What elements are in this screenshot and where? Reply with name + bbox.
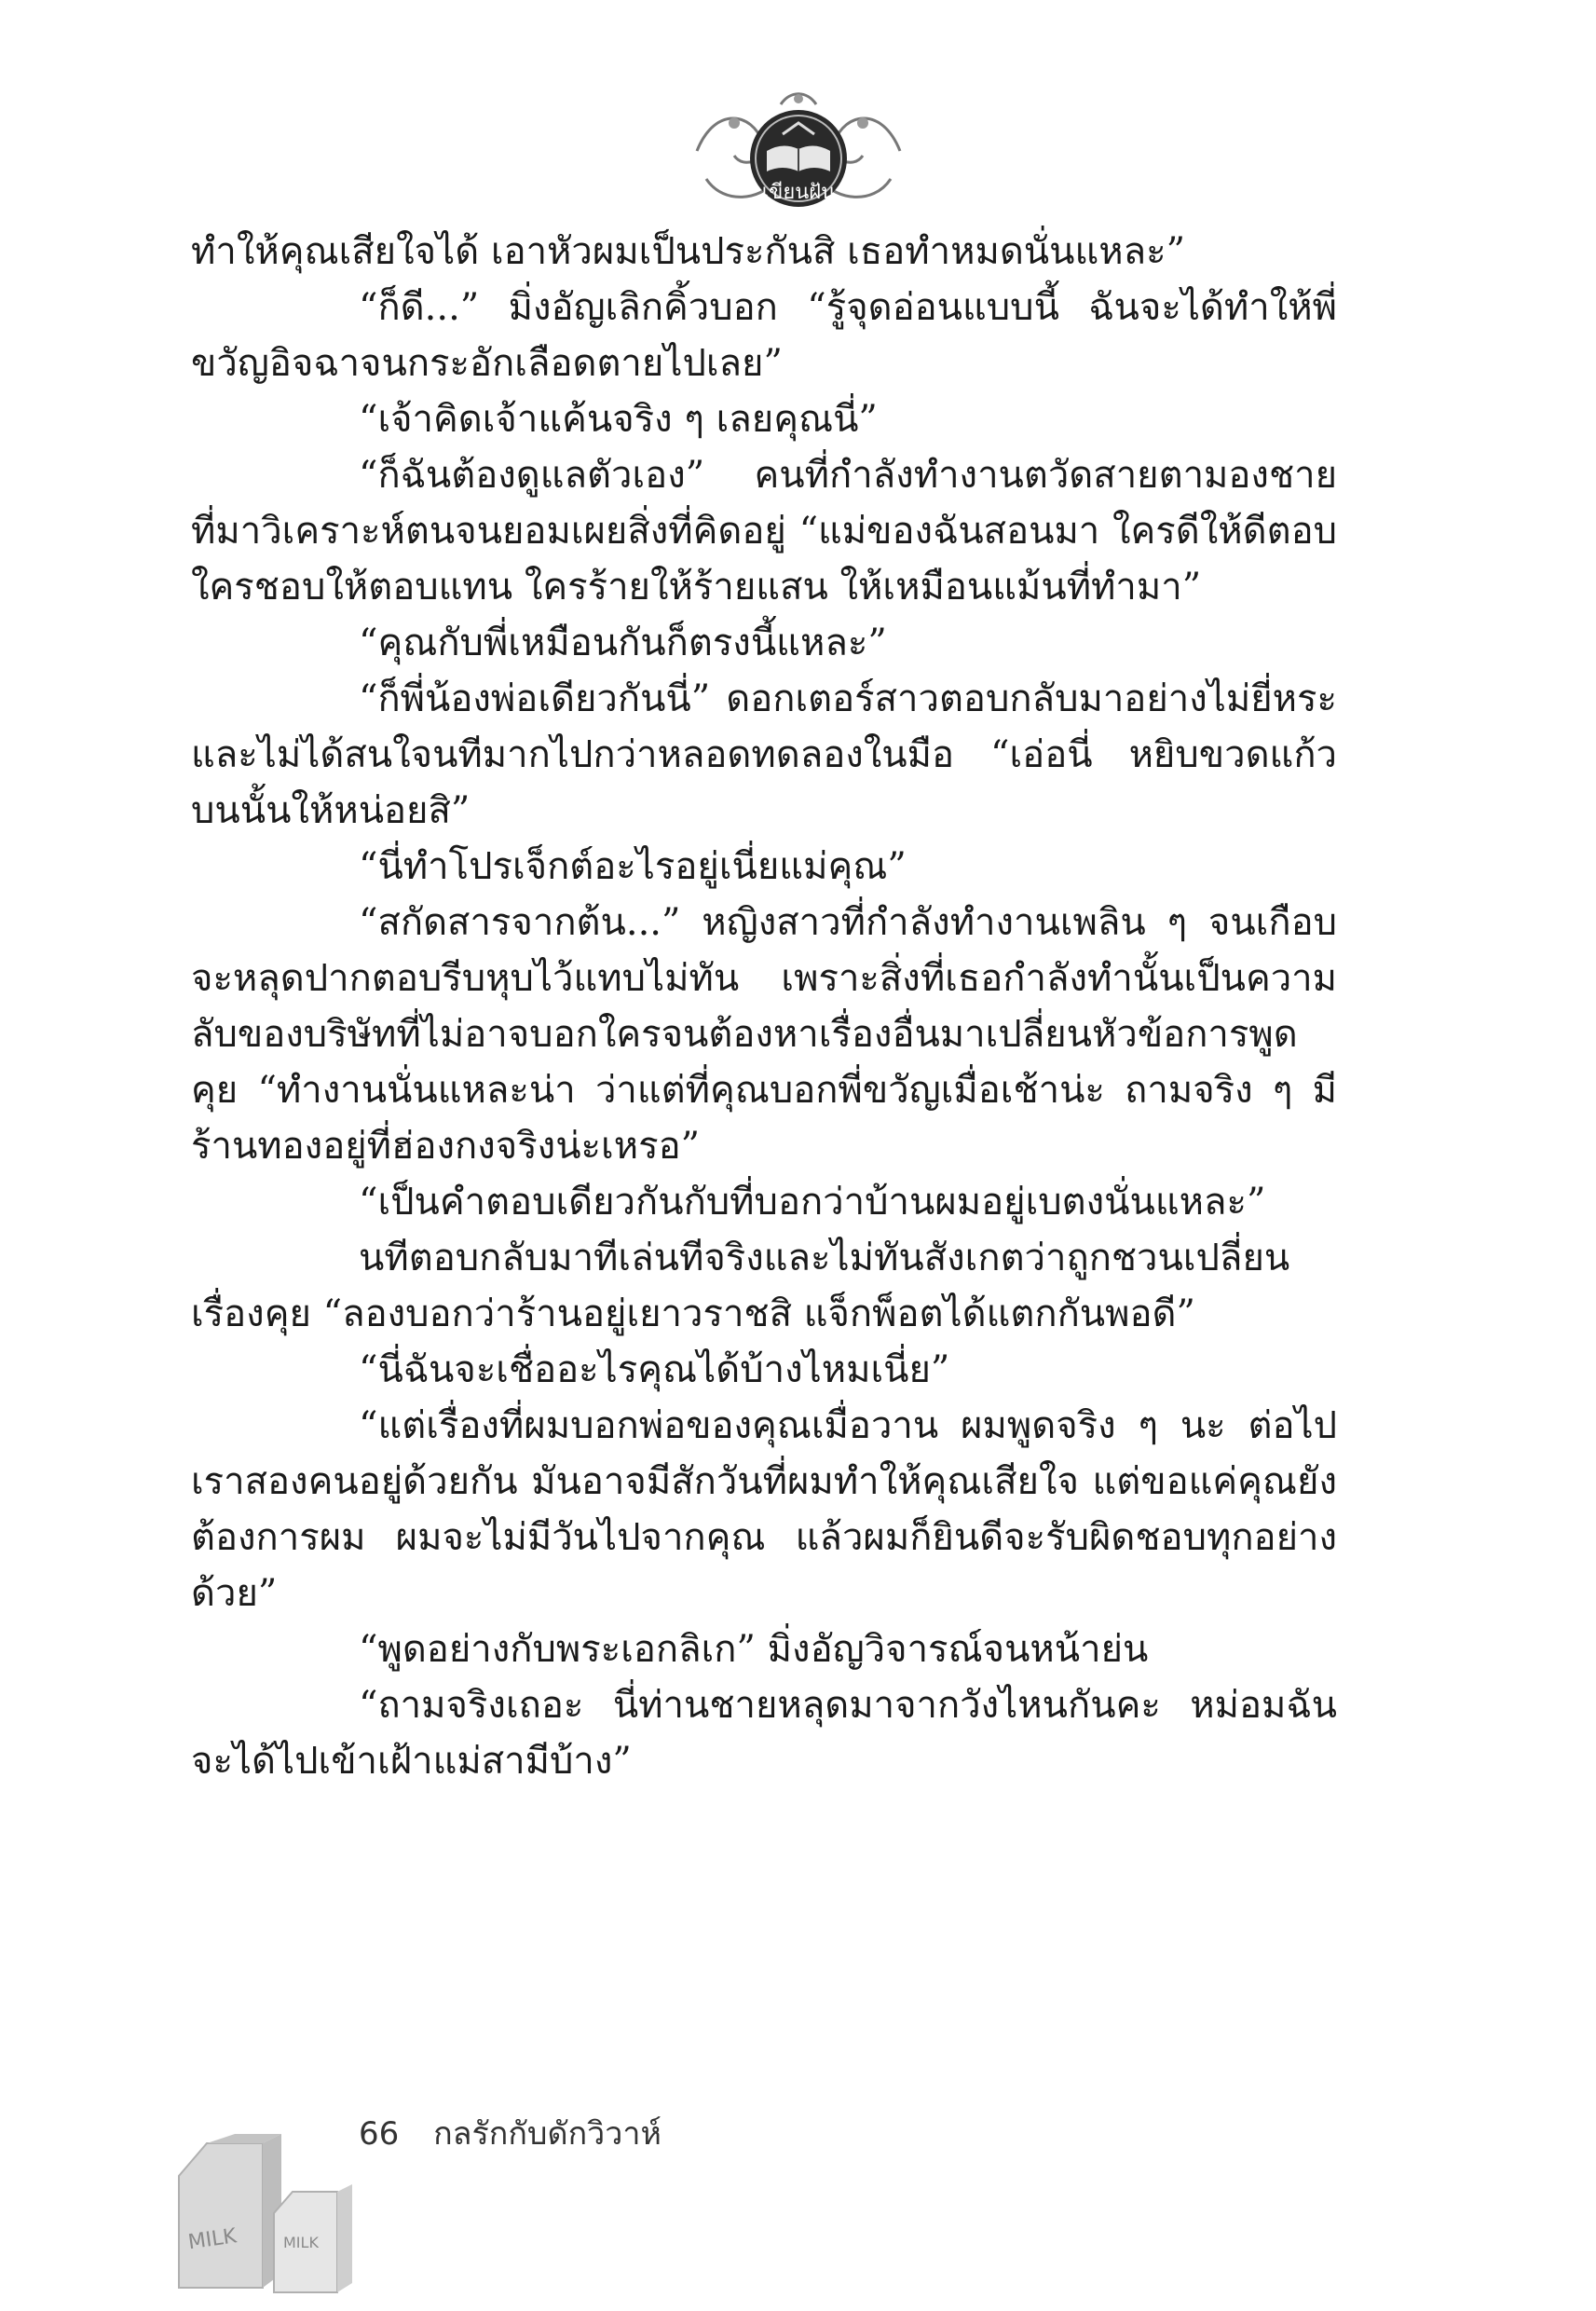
paragraph: นทีตอบกลับมาทีเล่นทีจริงและไม่ทันสังเกตว่าถูกชวนเปลี่ยนเรื่องคุย “ลองบอกว่าร้านอยู่เยาวราชสิ แจ็กพ็อตได้แตกกันพอดี” xyxy=(191,1237,1290,1335)
page-body xyxy=(191,224,1337,1789)
paragraph: “แต่เรื่องที่ผมบอกพ่อของคุณเมื่อวาน ผมพูดจริง ๆ นะ ต่อไปเราสองคนอยู่ด้วยกัน มันอาจมีสักวันที่ผมทำให้คุณเสียใจ แต่ขอแค่คุณยังต้องการผม ผมจะไม่มีวันไปจากคุณ แล้วผมก็ยินดีจะรับผิดชอบทุกอย่างด้วย” xyxy=(191,1404,1337,1615)
paragraph: “นี่ฉันจะเชื่ออะไรคุณได้บ้างไหมเนี่ย” xyxy=(359,1348,950,1391)
paragraph: ทำให้คุณเสียใจได้ เอาหัวผมเป็นประกันสิ เธอทำหมดนั่นแหละ” xyxy=(191,230,1186,273)
paragraph: “นี่ทำโปรเจ็กต์อะไรอยู่เนี่ยแม่คุณ” xyxy=(359,845,907,888)
paragraph: “ก็พี่น้องพ่อเดียวกันนี่” ดอกเตอร์สาวตอบกลับมาอย่างไม่ยี่หระและไม่ได้สนใจนทีมากไปกว่าหลอดทดลองในมือ “เอ่อนี่ หยิบขวดแก้วบนนั้นให้หน่อยสิ” xyxy=(191,677,1337,832)
paragraph: “พูดอย่างกับพระเอกลิเก” มิ่งอัญวิจารณ์จนหน้าย่น xyxy=(359,1628,1149,1671)
milk-label-large: MILK xyxy=(186,2224,239,2255)
logo-label: เขียนฝัน xyxy=(761,181,836,204)
milk-carton-illustration xyxy=(170,2134,356,2297)
book-title: กลรักกับดักวิวาห์ xyxy=(433,2115,662,2153)
milk-carton-icon xyxy=(170,2134,356,2297)
paragraph: “ถามจริงเถอะ นี่ท่านชายหลุดมาจากวังไหนกันคะ หม่อมฉันจะได้ไปเข้าเฝ้าแม่สามีบ้าง” xyxy=(191,1684,1337,1783)
paragraph: “สกัดสารจากต้น...” หญิงสาวที่กำลังทำงานเพลิน ๆ จนเกือบจะหลุดปากตอบรีบหุบไว้แทบไม่ทัน เพราะสิ่งที่เธอกำลังทำนั้นเป็นความลับของบริษัทที่ไม่อาจบอกใครจนต้องหาเรื่องอื่นมาเปลี่ยนหัวข้อการพูดคุย “ทำงานนั่นแหละน่า ว่าแต่ที่คุณบอกพี่ขวัญเมื่อเช้าน่ะ ถามจริง ๆ มีร้านทองอยู่ที่ฮ่องกงจริงน่ะเหรอ” xyxy=(191,901,1337,1168)
paragraph: “ก็ดี...” มิ่งอัญเลิกคิ้วบอก “รู้จุดอ่อนแบบนี้ ฉันจะได้ทำให้พี่ขวัญอิจฉาจนกระอักเลือดตายไปเลย” xyxy=(191,286,1337,385)
page-number: 66 xyxy=(359,2115,400,2153)
milk-label-small: MILK xyxy=(283,2234,319,2251)
paragraph: “เป็นคำตอบเดียวกันกับที่บอกว่าบ้านผมอยู่เบตงนั่นแหละ” xyxy=(359,1181,1266,1224)
page-footer xyxy=(359,2108,662,2158)
paragraph: “คุณกับพี่เหมือนกันก็ตรงนี้แหละ” xyxy=(359,622,887,664)
paragraph: “เจ้าคิดเจ้าแค้นจริง ๆ เลยคุณนี่” xyxy=(359,398,878,441)
header-logo xyxy=(678,86,919,216)
paragraph: “ก็ฉันต้องดูแลตัวเอง” คนที่กำลังทำงานตวัดสายตามองชายที่มาวิเคราะห์ตนจนยอมเผยสิ่งที่คิดอยู่ “แม่ของฉันสอนมา ใครดีให้ดีตอบ ใครชอบให้ตอบแทน ใครร้ายให้ร้ายแสน ให้เหมือนแม้นที่ทำมา” xyxy=(191,454,1337,609)
